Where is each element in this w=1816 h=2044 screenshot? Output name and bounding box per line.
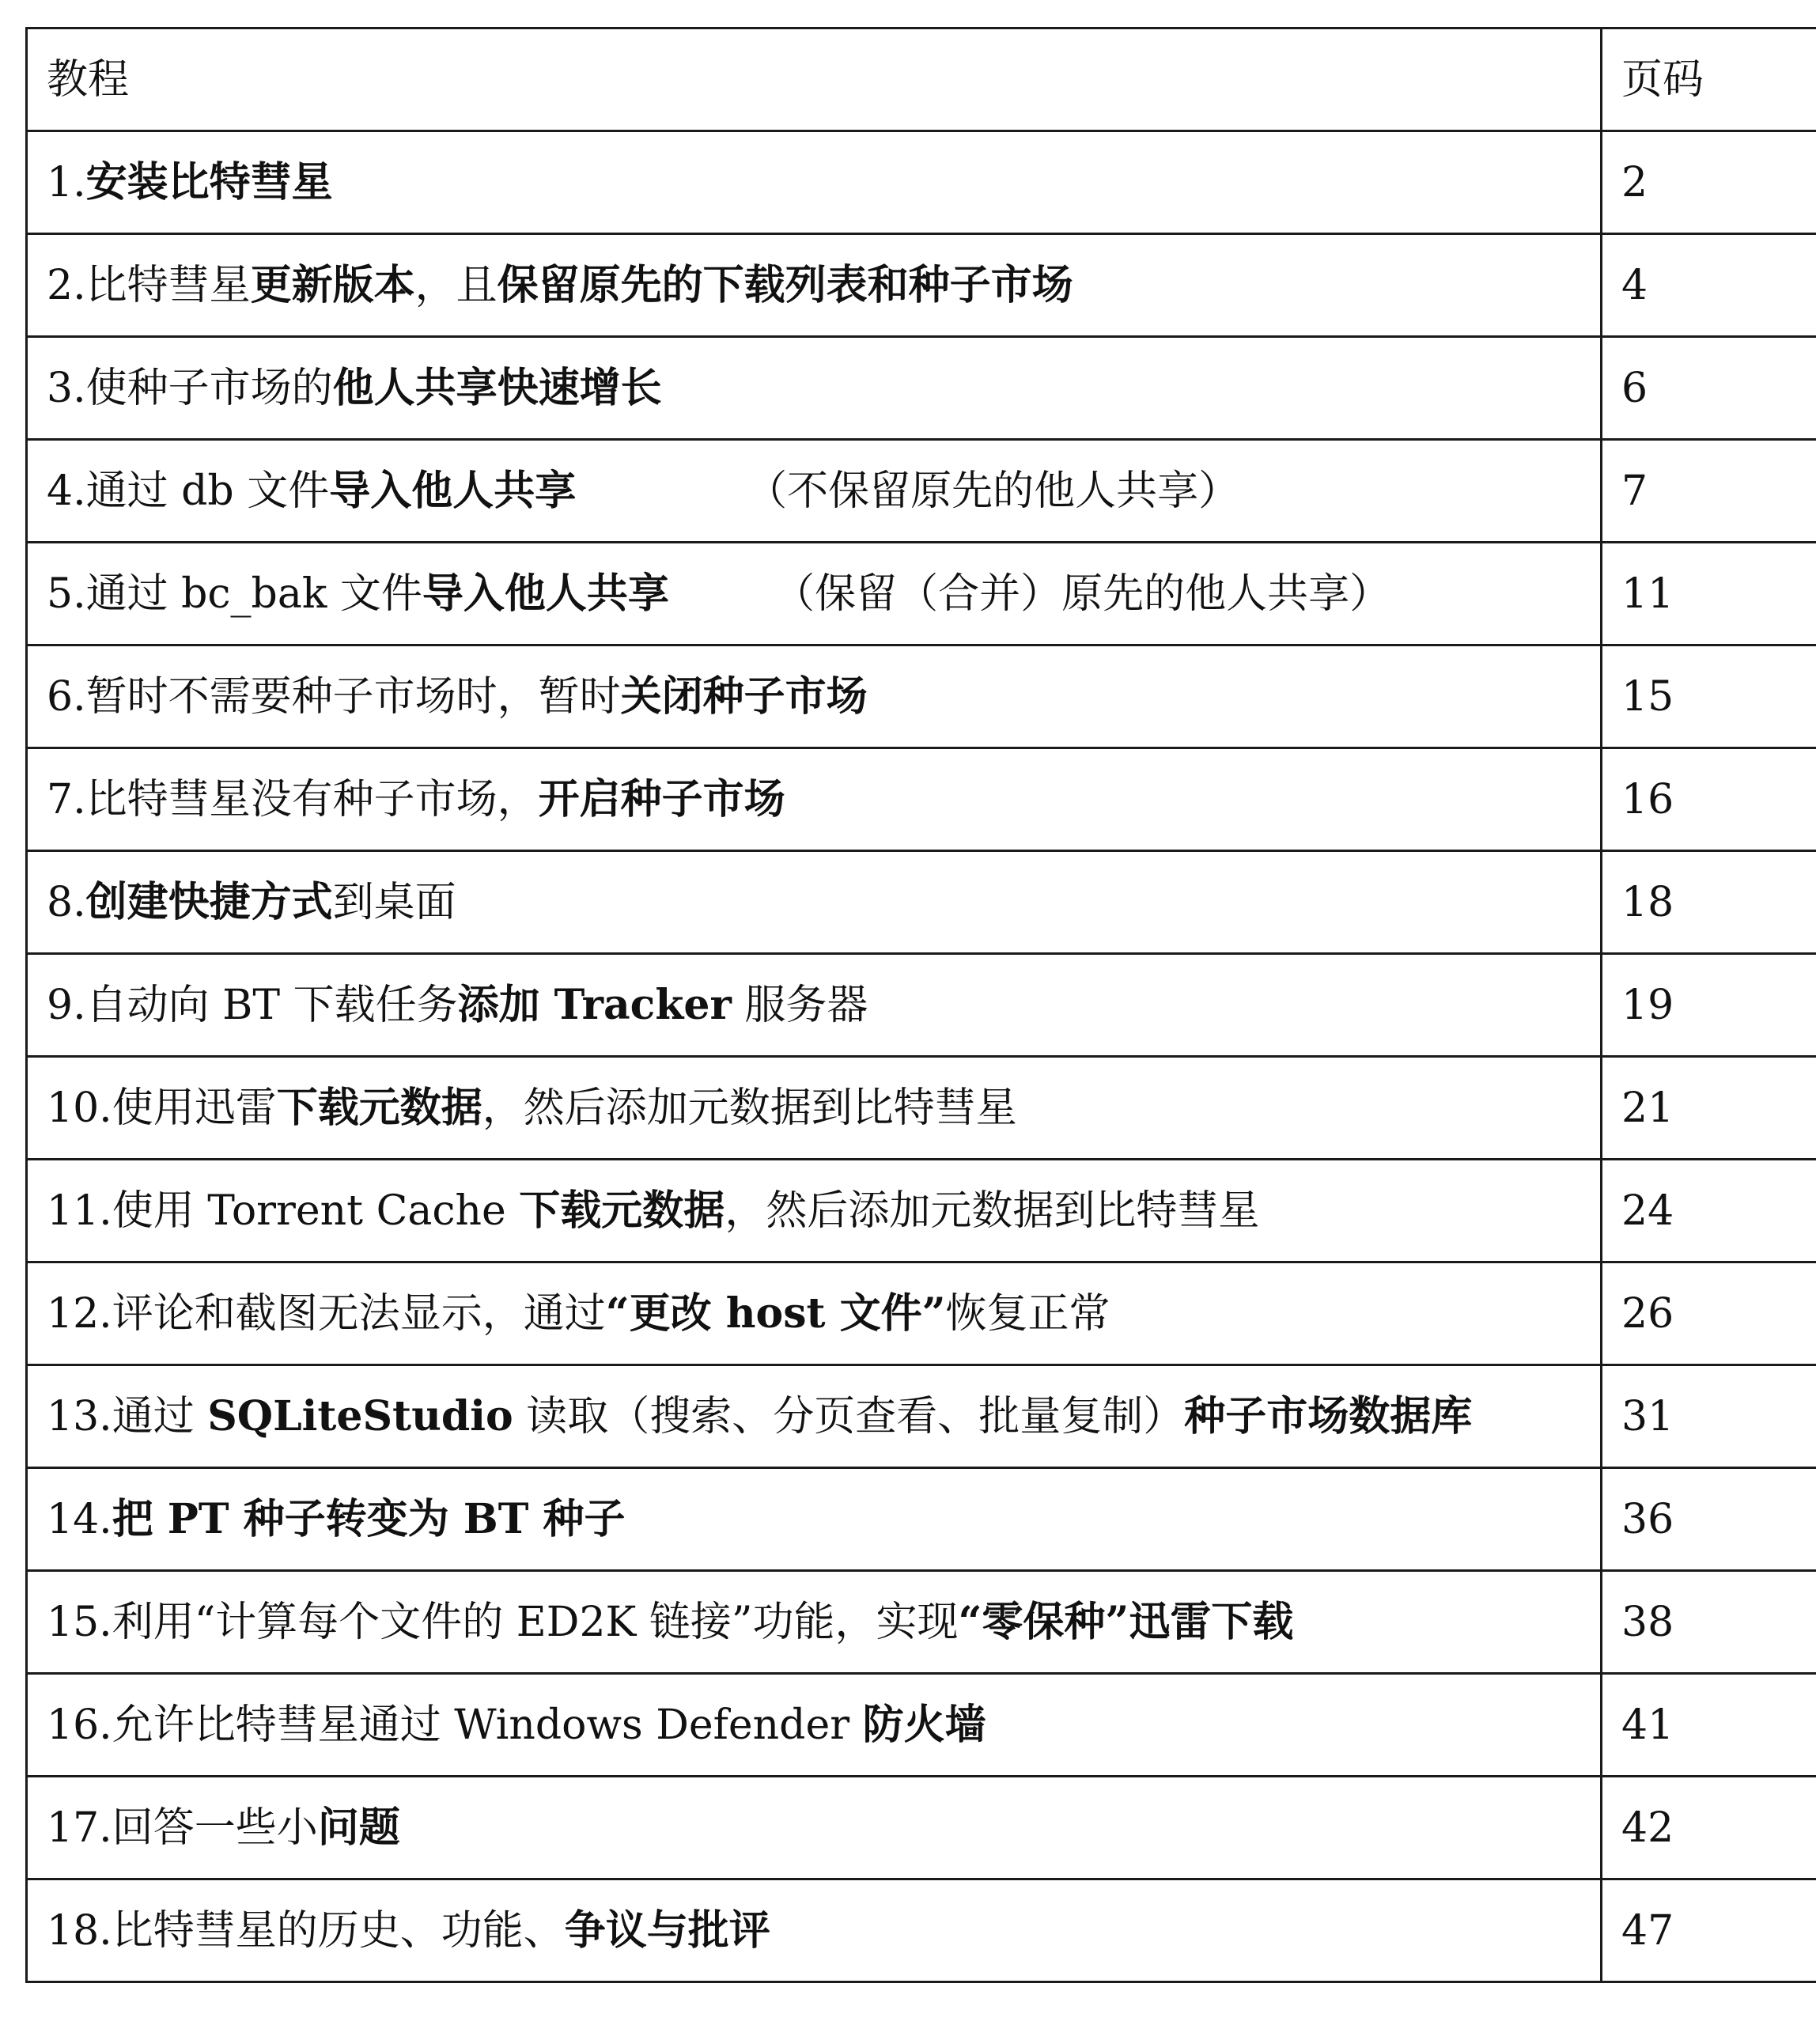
toc-entry-page: 36	[1602, 1468, 1816, 1571]
toc-row	[27, 851, 1816, 954]
toc-entry-title	[27, 131, 1602, 234]
header-title-cell: 教程	[27, 28, 1602, 131]
title-bold-segment: 添加 Tracker	[457, 980, 732, 1029]
toc-row	[27, 543, 1816, 645]
title-segment: 14.	[47, 1495, 112, 1543]
header-row	[27, 28, 1816, 131]
title-segment: 18.比特彗星的历史、功能、	[47, 1906, 565, 1955]
toc-row	[27, 337, 1816, 440]
toc-row	[27, 1160, 1816, 1262]
title-bold-segment: 关闭种子市场	[620, 672, 868, 721]
toc-row	[27, 440, 1816, 543]
toc-entry-title	[27, 1571, 1602, 1674]
toc-entry-title	[27, 1365, 1602, 1468]
title-segment: 3.使种子市场的	[47, 364, 333, 412]
title-segment: ，然后添加元数据到比特彗星	[482, 1084, 1017, 1132]
title-segment: 读取（搜索、分页查看、批量复制）	[513, 1392, 1185, 1440]
toc-entry-page: 42	[1602, 1777, 1816, 1879]
toc-entry-page: 15	[1602, 645, 1816, 748]
title-segment: 服务器	[731, 981, 868, 1029]
title-bold-segment: 导入他人共享	[422, 569, 669, 618]
header-page-cell: 页码	[1602, 28, 1816, 131]
title-bold-segment: 下载元数据	[519, 1186, 725, 1235]
toc-row	[27, 234, 1816, 337]
title-bold-segment: 保留原先的下载列表和种子市场	[497, 260, 1073, 309]
toc-row	[27, 954, 1816, 1057]
title-segment: 到桌面	[332, 878, 456, 926]
title-bold-segment: 导入他人共享	[329, 466, 577, 515]
toc-row	[27, 645, 1816, 748]
toc-entry-title	[27, 1777, 1602, 1879]
title-segment: 11.使用 Torrent Cache	[47, 1187, 520, 1235]
title-bold-segment: 安装比特彗星	[85, 157, 333, 206]
toc-row	[27, 1262, 1816, 1365]
toc-entry-page: 18	[1602, 851, 1816, 954]
title-bold-segment: 开启种子市场	[538, 774, 785, 823]
toc-entry-title	[27, 851, 1602, 954]
title-segment: 4.通过 db 文件	[47, 467, 330, 515]
title-segment: 1.	[47, 158, 86, 206]
title-segment: 5.通过 bc_bak 文件	[47, 570, 422, 618]
toc-row	[27, 1879, 1816, 1982]
title-bold-segment: SQLiteStudio	[207, 1391, 513, 1440]
title-bold-segment: 下载元数据	[276, 1083, 482, 1132]
toc-entry-title	[27, 954, 1602, 1057]
toc-entry-title	[27, 543, 1602, 645]
toc-row	[27, 1468, 1816, 1571]
title-bold-segment: 他人共享快速增长	[332, 363, 662, 412]
toc-entry-page: 7	[1602, 440, 1816, 543]
toc-entry-page: 31	[1602, 1365, 1816, 1468]
toc-entry-page: 24	[1602, 1160, 1816, 1262]
toc-row	[27, 748, 1816, 851]
title-segment: 9.自动向 BT 下载任务	[47, 981, 458, 1029]
toc-entry-page: 11	[1602, 543, 1816, 645]
title-segment: 10.使用迅雷	[47, 1084, 277, 1132]
toc-entry-page: 2	[1602, 131, 1816, 234]
title-bold-segment: 防火墙	[862, 1700, 986, 1749]
title-segment: ，且	[414, 261, 498, 309]
title-segment: 6.暂时不需要种子市场时，暂时	[47, 672, 621, 721]
toc-row	[27, 1365, 1816, 1468]
toc-entry-page: 47	[1602, 1879, 1816, 1982]
toc-row	[27, 131, 1816, 234]
toc-entry-title	[27, 1262, 1602, 1365]
title-segment: （保留（合并）原先的他人共享）	[668, 570, 1391, 618]
toc-entry-title	[27, 748, 1602, 851]
title-segment: 7.比特彗星没有种子市场，	[47, 775, 539, 823]
title-segment: 13.通过	[47, 1392, 208, 1440]
toc-row	[27, 1571, 1816, 1674]
title-bold-segment: 更新版本	[250, 260, 415, 309]
title-bold-segment: 把 PT 种子转变为 BT 种子	[112, 1494, 626, 1543]
toc-entry-title	[27, 337, 1602, 440]
toc-row	[27, 1777, 1816, 1879]
title-bold-segment: 问题	[317, 1803, 400, 1852]
toc-entry-page: 21	[1602, 1057, 1816, 1160]
title-bold-segment: 创建快捷方式	[85, 877, 333, 926]
toc-entry-title	[27, 1674, 1602, 1777]
title-bold-segment: 争议与批评	[564, 1906, 770, 1955]
title-segment: 12.评论和截图无法显示，通过	[47, 1289, 606, 1338]
toc-entry-title	[27, 234, 1602, 337]
toc-entry-page: 6	[1602, 337, 1816, 440]
toc-entry-title	[27, 1468, 1602, 1571]
toc-table	[25, 27, 1816, 1983]
toc-entry-title	[27, 645, 1602, 748]
title-segment: 2.比特彗星	[47, 261, 251, 309]
title-bold-segment: “零保种”迅雷下载	[958, 1597, 1294, 1646]
toc-body	[27, 28, 1816, 1982]
title-segment: 15.利用“计算每个文件的 ED2K 链接”功能，实现	[47, 1598, 959, 1646]
toc-entry-page: 41	[1602, 1674, 1816, 1777]
toc-entry-page: 38	[1602, 1571, 1816, 1674]
title-segment: 8.	[47, 878, 86, 926]
title-segment: ，然后添加元数据到比特彗星	[725, 1187, 1260, 1235]
toc-entry-page: 4	[1602, 234, 1816, 337]
toc-entry-page: 26	[1602, 1262, 1816, 1365]
toc-row	[27, 1674, 1816, 1777]
toc-entry-title	[27, 1057, 1602, 1160]
toc-entry-title	[27, 1879, 1602, 1982]
toc-entry-title	[27, 440, 1602, 543]
title-segment: 16.允许比特彗星通过 Windows Defender	[47, 1701, 863, 1749]
title-segment: （不保留原先的他人共享）	[576, 467, 1240, 515]
title-segment: 17.回答一些小	[47, 1804, 318, 1852]
toc-row	[27, 1057, 1816, 1160]
toc-entry-page: 16	[1602, 748, 1816, 851]
title-segment: 恢复正常	[945, 1289, 1110, 1338]
toc-entry-page: 19	[1602, 954, 1816, 1057]
toc-entry-title	[27, 1160, 1602, 1262]
title-bold-segment: “更改 host 文件”	[605, 1289, 946, 1338]
title-bold-segment: 种子市场数据库	[1184, 1391, 1473, 1440]
